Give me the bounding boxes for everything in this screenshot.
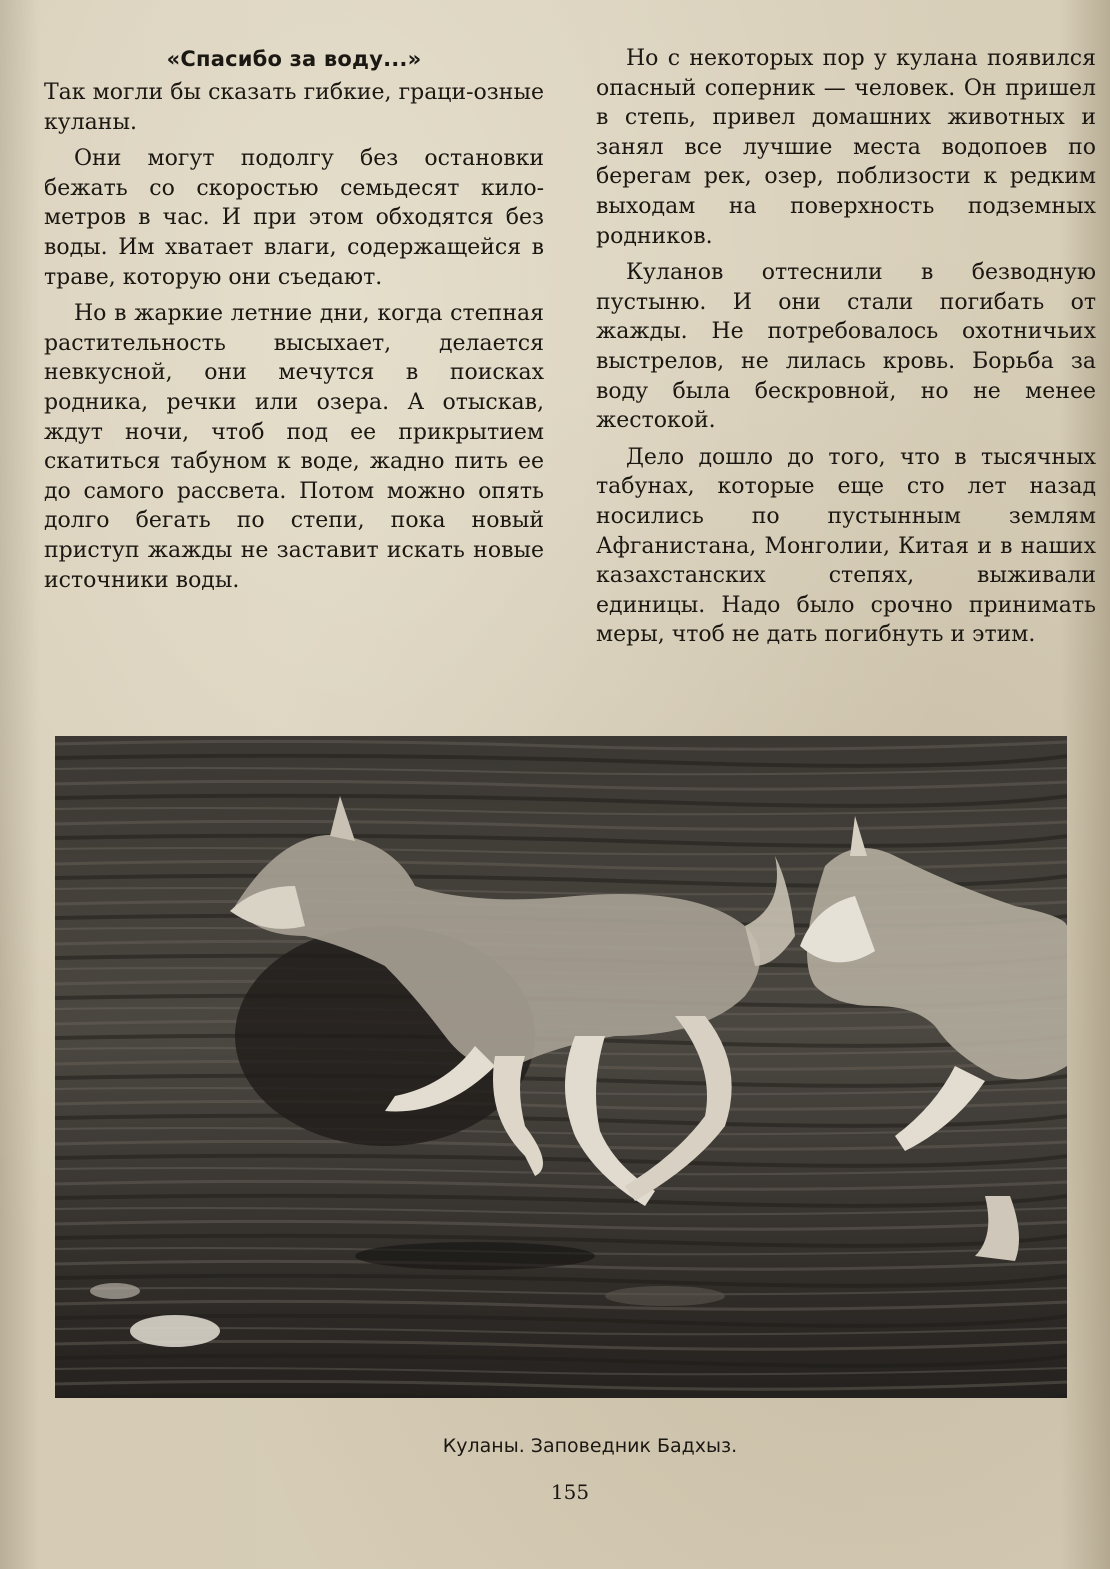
kulans-photo (55, 736, 1067, 1398)
page-number: 155 (550, 1480, 590, 1504)
photo-caption: Куланы. Заповедник Бадхыз. (442, 1435, 738, 1457)
paragraph: Куланов оттеснили в безводную пустыню. И они стали погибать от жажды. Не потребовалось охотничьих выстрелов, не лилась кровь. Борьба за воду была бескровной, но не менее жестокой. (596, 260, 1096, 434)
photo-illustration (55, 736, 1067, 1398)
paragraph: Так могли бы сказать гибкие, граци-озные куланы. (44, 80, 544, 135)
left-column (44, 44, 544, 602)
right-column (596, 44, 1096, 657)
paragraph: Они могут подолгу без остановки бежать со скоростью семьдесят километров в час. И при этом обходятся без воды. Им хватает влаги, содержащейся в траве, которую они съедают. (44, 146, 544, 290)
paragraph: Но в жаркие летние дни, когда степная растительность высыхает, делается невкусной, они мечутся в поисках родника, речки или озера. А отыскав, ждут ночи, чтоб под ее прикрытием скатиться табуном к воде, жадно пить ее до самого рассвета. Потом можно опять долго бегать по степи, пока новый приступ жажды не заставит искать новые источники воды. (44, 301, 544, 593)
section-title: «Спасибо за воду...» (166, 47, 422, 71)
paragraph: Дело дошло до того, что в тысячных табунах, которые еще сто лет назад носились по пустынным землям Афганистана, Монголии, Китая и в наших казахстанских степях, выживали единицы. Надо было срочно принимать меры, чтоб не дать погибнуть и этим. (596, 444, 1096, 648)
paragraph: Но с некоторых пор у кулана появился опасный соперник — человек. Он пришел в степь, привел домашних животных и занял все лучшие места водопоев по берегам рек, озер, поблизости к редким выходам на поверхность подземных родников. (596, 46, 1096, 249)
